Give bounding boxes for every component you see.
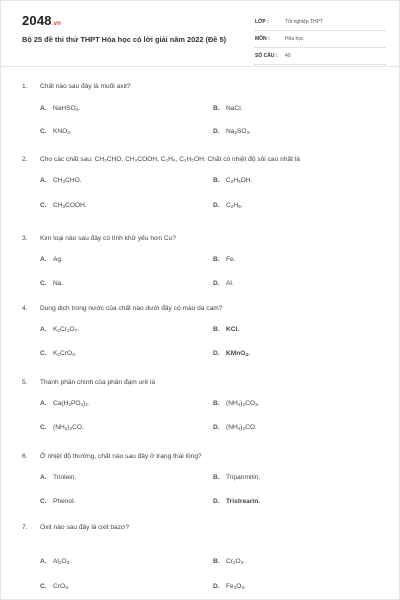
option-text: $CH_3COOH$. xyxy=(53,202,87,209)
answer-option[interactable] xyxy=(213,280,234,287)
answer-option[interactable] xyxy=(40,105,80,112)
option-letter: A. xyxy=(40,177,47,184)
answer-option[interactable] xyxy=(40,326,79,333)
option-letter: D. xyxy=(213,583,220,590)
option-text: $Na_2SO_4$. xyxy=(226,128,251,135)
option-text: $C_2H_6$. xyxy=(226,202,243,209)
option-letter: B. xyxy=(213,105,220,112)
answer-option[interactable] xyxy=(213,105,243,112)
answer-option[interactable] xyxy=(213,474,260,481)
option-text: Fe. xyxy=(226,256,236,263)
answer-option[interactable] xyxy=(213,400,259,407)
logo-suffix: .vn xyxy=(51,21,62,27)
option-letter: B. xyxy=(213,400,220,407)
meta-row-count xyxy=(255,48,385,65)
answer-option[interactable] xyxy=(213,558,245,565)
answer-option[interactable] xyxy=(213,202,243,209)
answer-option[interactable] xyxy=(213,326,239,333)
option-text: Al. xyxy=(226,280,234,287)
option-letter: A. xyxy=(40,474,47,481)
question-number: 2. xyxy=(22,156,28,163)
question-text: Ở nhiệt độ thường, chất nào sau đây ở trạng thái lỏng? xyxy=(40,453,202,460)
option-text: $Fe_2O_3$. xyxy=(226,583,246,590)
option-letter: A. xyxy=(40,326,47,333)
option-text: $(NH_2)_2CO$. xyxy=(53,424,84,431)
answer-option[interactable] xyxy=(40,498,75,505)
option-letter: C. xyxy=(40,280,47,287)
answer-option[interactable] xyxy=(213,498,260,505)
answer-option[interactable] xyxy=(213,424,257,431)
option-letter: D. xyxy=(213,202,220,209)
option-letter: D. xyxy=(213,128,220,135)
option-text: $Al_2O_3$. xyxy=(53,558,71,565)
question-number: 6. xyxy=(22,453,28,460)
option-letter: B. xyxy=(213,326,220,333)
answer-option[interactable] xyxy=(40,583,70,590)
answer-option[interactable] xyxy=(40,128,72,135)
answer-option[interactable] xyxy=(213,583,246,590)
question-text: Cho các chất sau: CH₃CHO, CH₃COOH, C₂H₆, C₂H₅OH. Chất có nhiệt độ sôi cao nhất là xyxy=(40,156,300,163)
answer-option[interactable] xyxy=(40,280,63,287)
option-text: Na. xyxy=(53,280,64,287)
question-text: Kim loại nào sau đây có tính khử yếu hơn Cu? xyxy=(40,235,176,242)
option-text: Triolein. xyxy=(53,474,77,481)
option-text: $(NH_4)_2CO_3$. xyxy=(226,400,260,407)
option-letter: C. xyxy=(40,128,47,135)
meta-row-subject xyxy=(255,31,385,48)
question-text: Dung dịch trong nước của chất nào dưới đây có màu da cam? xyxy=(40,305,223,312)
meta-value: Tốt nghiệp THPT xyxy=(285,19,323,25)
question-number: 4. xyxy=(22,305,28,312)
option-text: CrO$_3$. xyxy=(53,583,70,590)
meta-row-grade xyxy=(255,14,385,31)
option-letter: B. xyxy=(213,256,220,263)
question-number: 1. xyxy=(22,83,28,90)
option-letter: D. xyxy=(213,498,220,505)
option-letter: C. xyxy=(40,424,47,431)
question-text: Thành phần chính của phân đạm urê là xyxy=(40,379,156,386)
option-letter: B. xyxy=(213,558,220,565)
option-text: Phenol. xyxy=(53,498,76,505)
page-title: Bộ 25 đề thi thử THPT Hóa học có lời giải năm 2022 (Đề 5) xyxy=(22,35,227,44)
answer-option[interactable] xyxy=(40,424,84,431)
option-letter: A. xyxy=(40,400,47,407)
answer-option[interactable] xyxy=(213,177,252,184)
answer-option[interactable] xyxy=(213,350,250,357)
option-text: Tripanmitin. xyxy=(226,474,261,481)
option-text: $Cr_2O_3$. xyxy=(226,558,246,565)
logo-main: 2048 xyxy=(22,13,52,28)
option-letter: D. xyxy=(213,280,220,287)
option-letter: C. xyxy=(40,350,47,357)
option-letter: B. xyxy=(213,177,220,184)
option-letter: D. xyxy=(213,424,220,431)
option-text: Tristrearin. xyxy=(226,498,261,505)
option-text: NaHSO$_4$. xyxy=(53,105,81,112)
answer-option[interactable] xyxy=(40,400,90,407)
answer-option[interactable] xyxy=(40,350,76,357)
answer-option[interactable] xyxy=(40,256,63,263)
option-letter: A. xyxy=(40,105,47,112)
answer-option[interactable] xyxy=(40,474,76,481)
option-text: $KNO_3$. xyxy=(53,128,72,135)
option-text: $CH_3CHO$. xyxy=(53,177,82,184)
exam-header xyxy=(1,1,399,67)
meta-label: SỐ CÂU : xyxy=(255,53,278,59)
question-text: Oxit nào sau đây là oxit bazơ? xyxy=(40,524,129,531)
answer-option[interactable] xyxy=(40,558,71,565)
option-text: $Ca(H_2PO_4)_2$. xyxy=(53,400,90,407)
meta-label: LỚP : xyxy=(255,19,269,25)
option-letter: A. xyxy=(40,558,47,565)
option-text: $C_2H_5OH$. xyxy=(226,177,253,184)
option-text: NaCl. xyxy=(226,105,243,112)
site-logo[interactable] xyxy=(22,13,61,28)
option-letter: D. xyxy=(213,350,220,357)
option-letter: C. xyxy=(40,202,47,209)
answer-option[interactable] xyxy=(40,202,87,209)
option-text: Ag. xyxy=(53,256,63,263)
question-number: 7. xyxy=(22,524,28,531)
option-letter: C. xyxy=(40,498,47,505)
option-text: $(NH_4)_2CO$. xyxy=(226,424,257,431)
option-text: KMnO$_4$. xyxy=(226,350,250,357)
answer-option[interactable] xyxy=(40,177,82,184)
option-text: $K_2CrO_4$. xyxy=(53,350,77,357)
meta-label: MÔN : xyxy=(255,36,270,42)
option-letter: B. xyxy=(213,474,220,481)
answer-option[interactable] xyxy=(213,256,236,263)
exam-meta xyxy=(255,14,385,65)
option-text: KCl. xyxy=(226,326,240,333)
option-letter: C. xyxy=(40,583,47,590)
option-letter: A. xyxy=(40,256,47,263)
meta-value: 40 xyxy=(285,53,291,59)
question-number: 3. xyxy=(22,235,28,242)
question-number: 5. xyxy=(22,379,28,386)
meta-value: Hóa học xyxy=(285,36,304,42)
answer-option[interactable] xyxy=(213,128,251,135)
question-text: Chất nào sau đây là muối axit? xyxy=(40,83,131,90)
option-text: $K_2Cr_2O_7$. xyxy=(53,326,80,333)
